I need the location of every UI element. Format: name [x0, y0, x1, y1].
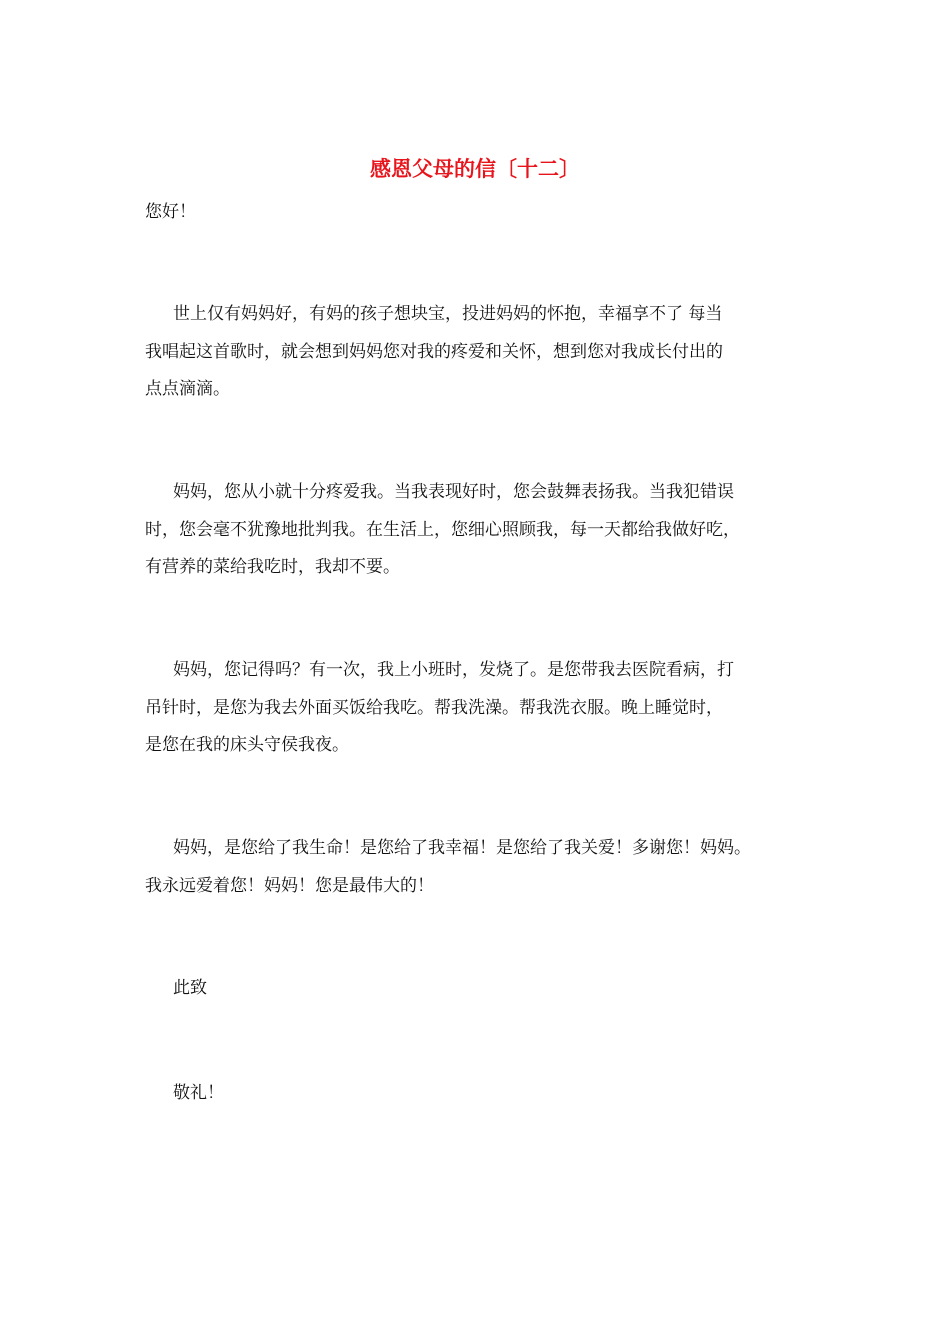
paragraph-line: 时，您会毫不犹豫地批判我。在生活上，您细心照顾我，每一天都给我做好吃， [145, 520, 740, 540]
paragraph-line: 妈妈，您从小就十分疼爱我。当我表现好时，您会鼓舞表扬我。当我犯错误 [173, 482, 734, 502]
paragraph-line: 妈妈，您记得吗？有一次，我上小班时，发烧了。是您带我去医院看病，打 [173, 660, 734, 680]
closing: 此致 [173, 978, 207, 998]
salutation: 敬礼！ [173, 1083, 224, 1103]
paragraph-line: 世上仅有妈妈好，有妈的孩子想块宝，投进妈妈的怀抱，幸福享不了 每当 [173, 304, 723, 324]
greeting: 您好！ [145, 202, 196, 222]
paragraph-line: 点点滴滴。 [145, 379, 230, 399]
paragraph-line: 妈妈，是您给了我生命！是您给了我幸福！是您给了我关爱！多谢您！妈妈。 [173, 838, 751, 858]
letter-title: 感恩父母的信〔十二〕 [370, 157, 580, 181]
paragraph-line: 吊针时，是您为我去外面买饭给我吃。帮我洗澡。帮我洗衣服。晚上睡觉时， [145, 698, 723, 718]
paragraph-line: 有营养的菜给我吃时，我却不要。 [145, 557, 400, 577]
paragraph-line: 我唱起这首歌时，就会想到妈妈您对我的疼爱和关怀，想到您对我成长付出的 [145, 342, 723, 362]
paragraph-line: 是您在我的床头守侯我夜。 [145, 735, 349, 755]
paragraph-line: 我永远爱着您！妈妈！您是最伟大的！ [145, 876, 434, 896]
